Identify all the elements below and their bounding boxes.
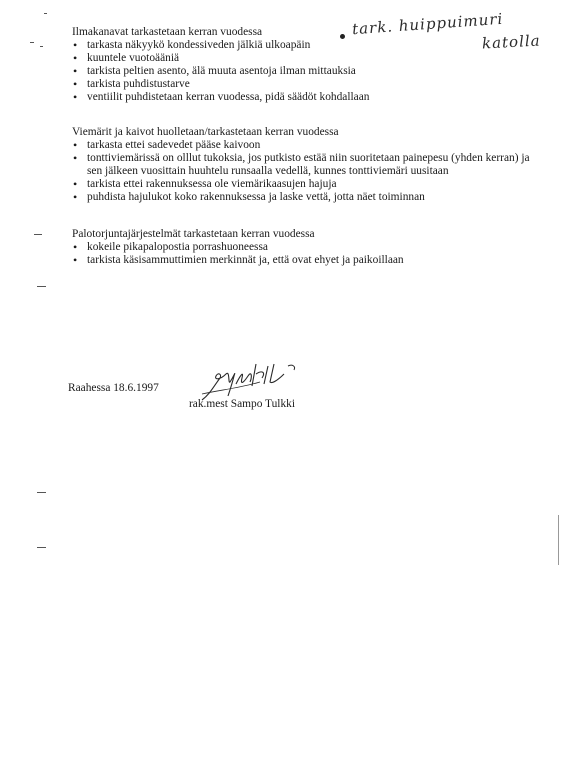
signatory-name: rak.mest Sampo Tulkki — [189, 398, 296, 410]
bullet-list — [72, 139, 542, 204]
list-item: • tarkista ettei rakennuksessa ole viemärikaasujen hajuja — [72, 178, 542, 191]
scan-mark — [37, 492, 46, 493]
list-item: • tarkista käsisammuttimien merkinnät ja, että ovat ehyet ja paikoillaan — [72, 254, 542, 267]
list-item: • tarkista peltien asento, älä muuta asentoja ilman mittauksia — [72, 65, 542, 78]
bullet-list — [72, 241, 542, 267]
list-item: • tarkista puhdistustarve — [72, 78, 542, 91]
scan-mark — [40, 46, 43, 47]
scan-mark — [37, 547, 46, 548]
list-item: • tarkasta näkyykö kondessiveden jälkiä ulkoapäin — [72, 39, 542, 52]
list-item: • ventiilit puhdistetaan kerran vuodessa, pidä säädöt kohdallaan — [72, 91, 542, 104]
scan-mark — [44, 13, 47, 14]
section-ventilation — [72, 26, 542, 104]
list-item: • tonttiviemärissä on olllut tukoksia, jos putkisto estää niin suoritetaan painepesu (yhden kerran) ja sen jälkeen vuosittain huuhtelu runsaalla vedellä, kunnes tonttiviemäri uusitaan — [72, 152, 532, 178]
handwritten-bullet — [340, 34, 345, 39]
handwritten-note-line1: tark. huippuimuri — [351, 9, 504, 39]
section-fire-protection — [72, 228, 542, 267]
list-item: • kokeile pikapalopostia porrashuoneessa — [72, 241, 542, 254]
section-heading: Ilmakanavat tarkastetaan kerran vuodessa — [72, 26, 263, 38]
section-sewers — [72, 126, 542, 204]
list-item: • kuuntele vuotoääniä — [72, 52, 542, 65]
signature — [200, 360, 320, 402]
list-item: • tarkasta ettei sadevedet pääse kaivoon — [72, 139, 542, 152]
place-date: Raahessa 18.6.1997 — [68, 382, 159, 394]
section-heading: Viemärit ja kaivot huolletaan/tarkastetaan kerran vuodessa — [72, 126, 339, 138]
section-heading: Palotorjuntajärjestelmät tarkastetaan kerran vuodessa — [72, 228, 315, 240]
scan-edge-line — [558, 515, 559, 565]
list-item: • puhdista hajulukot koko rakennuksessa ja laske vettä, jotta näet toiminnan — [72, 191, 542, 204]
scan-mark — [30, 42, 34, 43]
bullet-list — [72, 39, 542, 104]
handwritten-note-line2: katolla — [481, 31, 542, 53]
scan-mark — [37, 286, 46, 287]
scan-mark — [34, 234, 42, 235]
